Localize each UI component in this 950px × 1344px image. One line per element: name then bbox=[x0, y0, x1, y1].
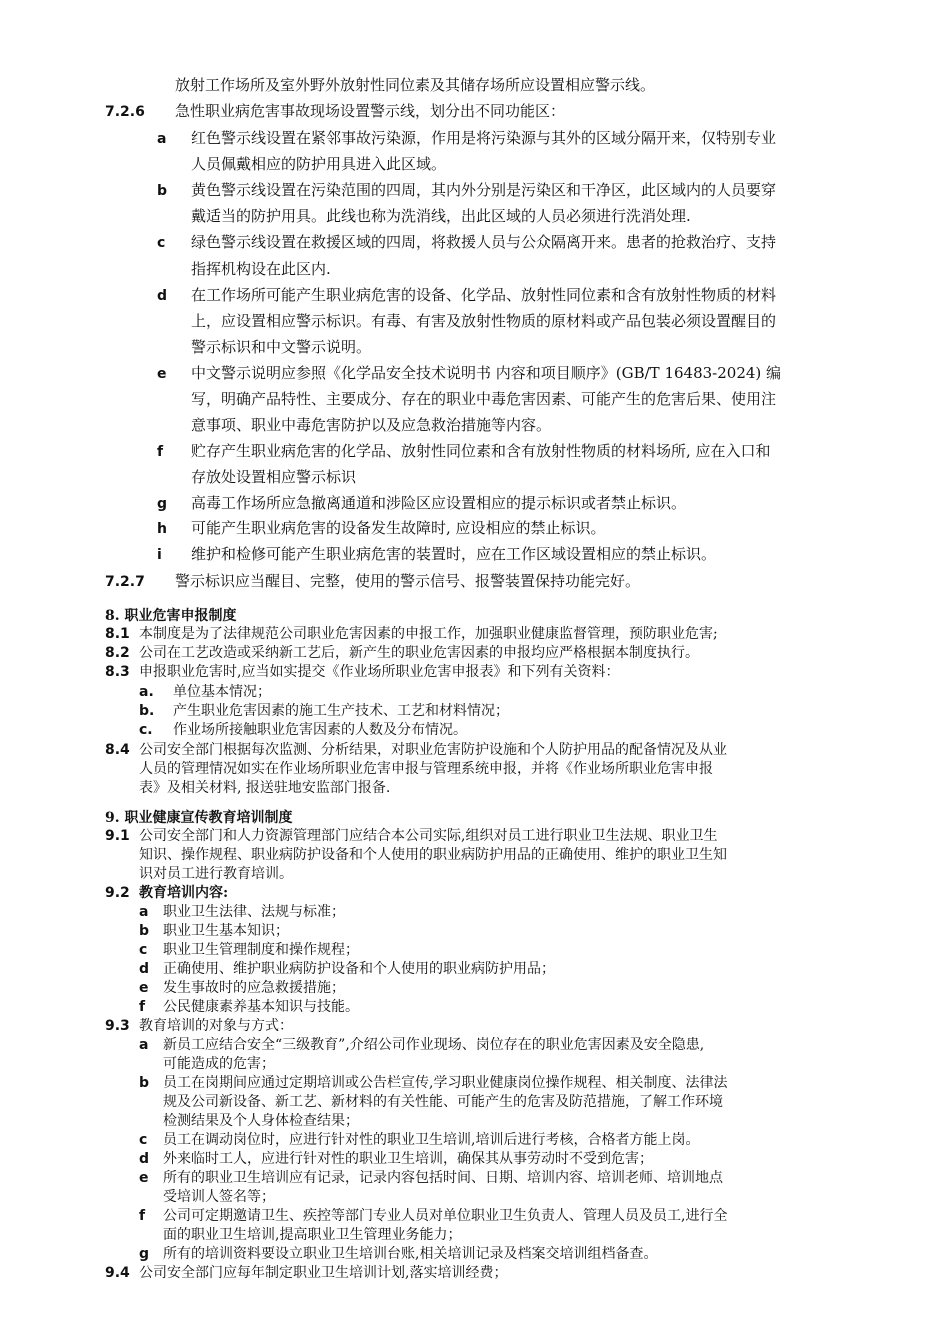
item-label: b bbox=[157, 183, 168, 199]
item-text: 产生职业危害因素的施工生产技术、工艺和材料情况； bbox=[173, 703, 509, 719]
item-label: d bbox=[157, 288, 168, 304]
clause-7-2-7-number: 7.2.7 bbox=[105, 574, 145, 590]
item-text: 作业场所接触职业危害因素的人数及分布情况。 bbox=[173, 722, 467, 738]
item-text: 发生事故时的应急救援措施； bbox=[163, 980, 345, 996]
clause-8-3-text: 申报职业危害时,应当如实提交《作业场所职业危害申报表》和下列有关资料： bbox=[139, 664, 620, 680]
clause-8-1-text: 本制度是为了法律规范公司职业危害因素的申报工作，加强职业健康监督管理，预防职业危害; bbox=[139, 626, 718, 642]
item-line: 规及公司新设备、新工艺、新材料的有关性能、可能产生的危害及防范措施，了解工作环境 bbox=[163, 1094, 723, 1110]
item-line: 写，明确产品特性、主要成分、存在的职业中毒危害因素、可能产生的危害后果、使用注 bbox=[191, 390, 777, 408]
item-line: 意事项、职业中毒危害防护以及应急救治措施等内容。 bbox=[191, 416, 552, 434]
item-line: 面的职业卫生培训,提高职业卫生管理业务能力； bbox=[163, 1227, 462, 1243]
item-label: a bbox=[139, 1037, 149, 1053]
clause-9-2-text: 教育培训内容: bbox=[139, 885, 229, 901]
clause-9-1-line: 公司安全部门和人力资源管理部门应结合本公司实际,组织对员工进行职业卫生法规、职业卫生 bbox=[139, 828, 718, 844]
item-line: 可能造成的危害； bbox=[163, 1056, 275, 1072]
item-line: 警示标识和中文警示说明。 bbox=[191, 338, 372, 356]
item-line: 公司可定期邀请卫生、疾控等部门专业人员对单位职业卫生负责人、管理人员及员工,进行全 bbox=[163, 1208, 728, 1224]
clause-9-1-line: 知识、操作规程、职业病防护设备和个人使用的职业病防护用品的正确使用、维护的职业卫生知 bbox=[139, 847, 727, 863]
item-label: f bbox=[157, 444, 164, 460]
item-label: g bbox=[139, 1246, 150, 1262]
clause-9-4-text: 公司安全部门应每年制定职业卫生培训计划,落实培训经费； bbox=[139, 1265, 508, 1281]
item-label: d bbox=[139, 961, 150, 977]
item-line: 贮存产生职业病危害的化学品、放射性同位素和含有放射性物质的材料场所, 应在入口和 bbox=[191, 442, 771, 460]
item-line: 黄色警示线设置在污染范围的四周，其内外分别是污染区和干净区，此区域内的人员要穿 bbox=[191, 181, 777, 199]
item-label: a bbox=[139, 904, 149, 920]
clause-9-1-number: 9.1 bbox=[105, 828, 130, 844]
clause-8-1-number: 8.1 bbox=[105, 626, 130, 642]
item-line: 所有的职业卫生培训应有记录，记录内容包括时间、日期、培训内容、培训老师、培训地点 bbox=[163, 1170, 723, 1186]
item-label: e bbox=[139, 1170, 149, 1186]
item-text: 公民健康素养基本知识与技能。 bbox=[163, 999, 359, 1015]
clause-7-2-7-text: 警示标识应当醒目、完整，使用的警示信号、报警装置保持功能完好。 bbox=[175, 572, 641, 590]
item-line: 绿色警示线设置在救援区域的四周，将救援人员与公众隔离开来。患者的抢救治疗、支持 bbox=[191, 233, 777, 251]
section-9-heading: 9. 职业健康宣传教育培训制度 bbox=[105, 810, 293, 826]
item-line: 维护和检修可能产生职业病危害的装置时，应在工作区域设置相应的禁止标识。 bbox=[191, 545, 717, 563]
item-label: c bbox=[139, 1132, 148, 1148]
item-line: 新员工应结合安全“三级教育”,介绍公司作业现场、岗位存在的职业危害因素及安全隐患, bbox=[163, 1037, 705, 1053]
clause-7-2-6-number: 7.2.6 bbox=[105, 104, 145, 120]
clause-8-3-number: 8.3 bbox=[105, 664, 130, 680]
item-line: 高毒工作场所应急撤离通道和涉险区应设置相应的提示标识或者禁止标识。 bbox=[191, 494, 687, 512]
item-label: c bbox=[139, 942, 148, 958]
clause-9-4-number: 9.4 bbox=[105, 1265, 130, 1281]
item-line: 检测结果及个人身体检查结果； bbox=[163, 1113, 359, 1129]
item-text: 职业卫生管理制度和操作规程； bbox=[163, 942, 359, 958]
item-line: 戴适当的防护用具。此线也称为洗消线，出此区域的人员必须进行洗消处理. bbox=[191, 207, 691, 225]
intro-continuation: 放射工作场所及室外野外放射性同位素及其储存场所应设置相应警示线。 bbox=[175, 76, 656, 94]
item-label: h bbox=[157, 521, 167, 537]
item-line: 员工在调动岗位时，应进行针对性的职业卫生培训,培训后进行考核，合格者方能上岗。 bbox=[163, 1132, 700, 1148]
item-line: 在工作场所可能产生职业病危害的设备、化学品、放射性同位素和含有放射性物质的材料 bbox=[191, 286, 777, 304]
item-text: 职业卫生基本知识； bbox=[163, 923, 289, 939]
clause-9-1-line: 识对员工进行教育培训。 bbox=[139, 866, 293, 882]
item-line: 可能产生职业病危害的设备发生故障时, 应设相应的禁止标识。 bbox=[191, 519, 606, 537]
item-line: 中文警示说明应参照《化学品安全技术说明书 内容和项目顺序》(GB/T 16483-2024) 编 bbox=[191, 364, 782, 382]
item-label: b bbox=[139, 923, 150, 939]
item-line: 红色警示线设置在紧邻事故污染源，作用是将污染源与其外的区域分隔开来，仅特别专业 bbox=[191, 129, 777, 147]
item-label: i bbox=[157, 547, 162, 563]
clause-8-4-line: 人员的管理情况如实在作业场所职业危害申报与管理系统申报，并将《作业场所职业危害申报 bbox=[139, 761, 713, 777]
item-text: 正确使用、维护职业病防护设备和个人使用的职业病防护用品； bbox=[163, 961, 555, 977]
clause-9-3-text: 教育培训的对象与方式： bbox=[139, 1018, 293, 1034]
item-label: b. bbox=[139, 703, 155, 719]
item-label: a bbox=[157, 131, 167, 147]
clause-8-2-text: 公司在工艺改造或采纳新工艺后，新产生的职业危害因素的申报均应严格根据本制度执行。 bbox=[139, 645, 699, 661]
item-label: a. bbox=[139, 684, 154, 700]
item-line: 受培训人签名等； bbox=[163, 1189, 275, 1205]
item-label: e bbox=[139, 980, 149, 996]
item-label: c bbox=[157, 235, 166, 251]
item-label: e bbox=[157, 366, 167, 382]
item-line: 所有的培训资料要设立职业卫生培训台账,相关培训记录及档案交培训组档备查。 bbox=[163, 1246, 658, 1262]
clause-7-2-6-text: 急性职业病危害事故现场设置警示线，划分出不同功能区： bbox=[175, 102, 566, 120]
section-8-heading: 8. 职业危害申报制度 bbox=[105, 608, 237, 624]
item-line: 存放处设置相应警示标识 bbox=[191, 468, 357, 486]
item-line: 员工在岗期间应通过定期培训或公告栏宣传,学习职业健康岗位操作规程、相关制度、法律法 bbox=[163, 1075, 728, 1091]
item-line: 指挥机构设在此区内. bbox=[191, 260, 331, 278]
clause-8-4-line: 表》及相关材料, 报送驻地安监部门报备. bbox=[139, 780, 391, 796]
clause-9-3-number: 9.3 bbox=[105, 1018, 130, 1034]
clause-8-4-line: 公司安全部门根据每次监测、分析结果，对职业危害防护设施和个人防护用品的配备情况及从业 bbox=[139, 742, 727, 758]
item-text: 单位基本情况； bbox=[173, 684, 271, 700]
item-label: f bbox=[139, 1208, 146, 1224]
item-label: c. bbox=[139, 722, 153, 738]
item-label: g bbox=[157, 496, 168, 512]
item-text: 职业卫生法律、法规与标准； bbox=[163, 904, 345, 920]
item-line: 人员佩戴相应的防护用具进入此区域。 bbox=[191, 155, 447, 173]
clause-9-2-number: 9.2 bbox=[105, 885, 130, 901]
clause-8-2-number: 8.2 bbox=[105, 645, 130, 661]
item-line: 外来临时工人，应进行针对性的职业卫生培训，确保其从事劳动时不受到危害； bbox=[163, 1151, 653, 1167]
item-label: f bbox=[139, 999, 146, 1015]
clause-8-4-number: 8.4 bbox=[105, 742, 130, 758]
item-label: d bbox=[139, 1151, 150, 1167]
item-label: b bbox=[139, 1075, 150, 1091]
item-line: 上，应设置相应警示标识。有毒、有害及放射性物质的原材料或产品包装必须设置醒目的 bbox=[191, 312, 777, 330]
